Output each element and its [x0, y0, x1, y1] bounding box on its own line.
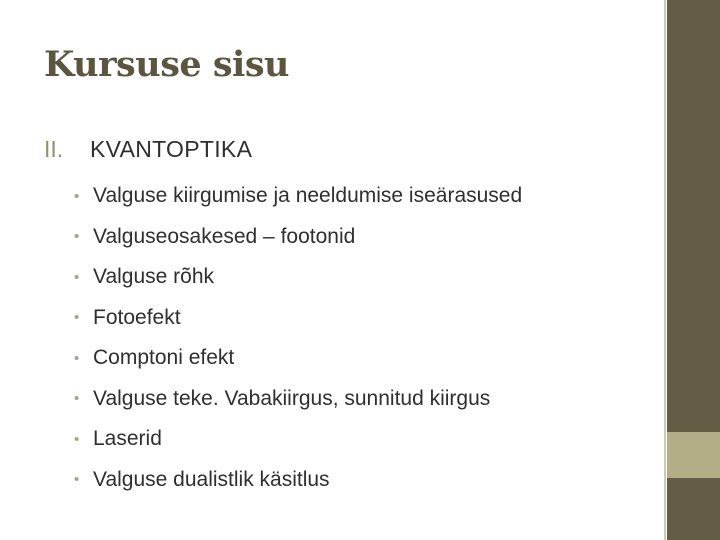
- bullet-icon: •: [74, 471, 80, 489]
- list-item: [74, 298, 522, 339]
- list-item: [74, 460, 522, 501]
- list-item: [74, 419, 522, 460]
- section-title: KVANTOPTIKA: [90, 136, 253, 162]
- list-item-text: Valguse dualistlik käsitlus: [93, 467, 330, 491]
- list-item: [74, 257, 522, 298]
- bullet-icon: •: [74, 187, 80, 205]
- section-heading: [44, 136, 252, 163]
- slide-title: Kursuse sisu: [44, 44, 289, 85]
- list-item: [74, 379, 522, 420]
- list-item-text: Valguse rõhk: [93, 265, 215, 289]
- list-item-text: Laserid: [93, 427, 162, 451]
- list-item-text: Valguseosakesed – footonid: [93, 224, 356, 248]
- bullet-icon: •: [74, 309, 80, 327]
- bullet-list: [74, 176, 522, 500]
- list-item-text: Fotoefekt: [93, 305, 181, 329]
- bullet-icon: •: [74, 268, 80, 286]
- bullet-icon: •: [74, 430, 80, 448]
- list-item-text: Comptoni efekt: [93, 346, 235, 370]
- list-item-text: Valguse kiirgumise ja neeldumise iseärasused: [93, 184, 523, 208]
- list-item: [74, 217, 522, 258]
- bullet-icon: •: [74, 349, 80, 367]
- side-divider-line: [664, 0, 666, 540]
- list-item: [74, 176, 522, 217]
- list-item-text: Valguse teke. Vabakiirgus, sunnitud kiirgus: [93, 386, 491, 410]
- side-accent-band-highlight: [667, 432, 720, 478]
- section-number: II.: [44, 136, 64, 162]
- bullet-icon: •: [74, 390, 80, 408]
- list-item: [74, 338, 522, 379]
- bullet-icon: •: [74, 228, 80, 246]
